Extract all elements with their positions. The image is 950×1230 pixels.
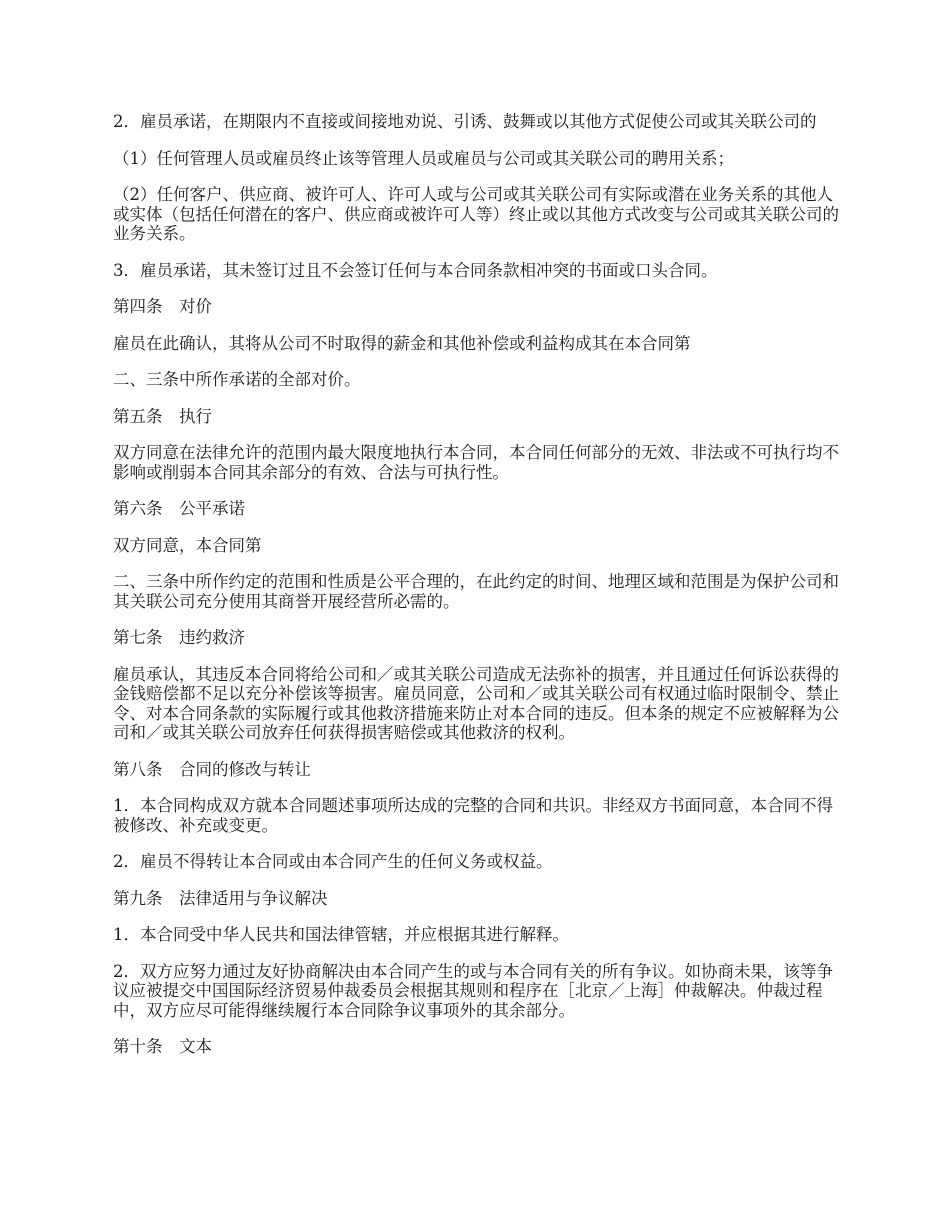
paragraph-item-1: （1）任何管理人员或雇员终止该等管理人员或雇员与公司或其关联公司的聘用关系； — [113, 148, 734, 168]
article-5-body: 双方同意在法律允许的范围内最大限度地执行本合同，本合同任何部分的无效、非法或不可执行均不影响或削弱本合同其余部分的有效、合法与可执行性。 — [113, 443, 839, 482]
article-5-heading: 第五条 执行 — [113, 406, 212, 426]
article-10-heading: 第十条 文本 — [113, 1037, 212, 1056]
document-body — [113, 112, 841, 1074]
article-6-body-2: 二、三条中所作约定的范围和性质是公平合理的，在此约定的时间、地理区域和范围是为保护公司和其关联公司充分使用其商誉开展经营所必需的。 — [113, 572, 839, 611]
article-7-heading: 第七条 违约救济 — [113, 628, 245, 647]
article-7-body: 雇员承认，其违反本合同将给公司和／或其关联公司造成无法弥补的损害，并且通过任何诉讼获得的金钱赔偿都不足以充分补偿该等损害。雇员同意，公司和／或其关联公司有权通过临时限制令、禁止令、对本合同条款的实际履行或其他救济措施来防止对本合同的违反。但本条的规定不应被解释为公司和／或其关联公司放弃任何获得损害赔偿或其他救济的权利。 — [113, 664, 839, 742]
article-6-heading: 第六条 公平承诺 — [113, 499, 245, 518]
article-4-body-1: 雇员在此确认，其将从公司不时取得的薪金和其他补偿或利益构成其在本合同第 — [113, 333, 691, 353]
article-4-heading: 第四条 对价 — [113, 297, 212, 316]
article-9-clause-2: 2．双方应努力通过友好协商解决由本合同产生的或与本合同有关的所有争议。如协商未果，该等争议应被提交中国国际经济贸易仲裁委员会根据其规则和程序在［北京／上海］仲裁解决。仲裁过程中，双方应尽可能得继续履行本合同除争议事项外的其余部分。 — [113, 961, 833, 1020]
paragraph-employee-undertaking: 2．雇员承诺，在期限内不直接或间接地劝说、引诱、鼓舞或以其他方式促使公司或其关联公司的 — [113, 112, 817, 131]
article-8-clause-2: 2．雇员不得转让本合同或由本合同产生的任何义务或权益。 — [113, 852, 553, 871]
paragraph-item-2: （2）任何客户、供应商、被许可人、许可人或与公司或其关联公司有实际或潜在业务关系的其他人或实体（包括任何潜在的客户、供应商或被许可人等）终止或以其他方式改变与公司或其关联公司的业务关系。 — [113, 185, 839, 243]
article-9-clause-1: 1．本合同受中华人民共和国法律管辖，并应根据其进行解释。 — [113, 925, 569, 944]
paragraph-clause-3: 3．雇员承诺，其未签订过且不会签订任何与本合同条款相冲突的书面或口头合同。 — [113, 260, 718, 280]
article-8-heading: 第八条 合同的修改与转让 — [113, 759, 311, 779]
article-9-heading: 第九条 法律适用与争议解决 — [113, 888, 328, 908]
article-6-body-1: 双方同意，本合同第 — [113, 535, 262, 555]
article-4-body-2: 二、三条中所作承诺的全部对价。 — [113, 370, 361, 389]
article-8-clause-1: 1．本合同构成双方就本合同题述事项所达成的完整的合同和共识。非经双方书面同意，本合同不得被修改、补充或变更。 — [113, 796, 833, 835]
